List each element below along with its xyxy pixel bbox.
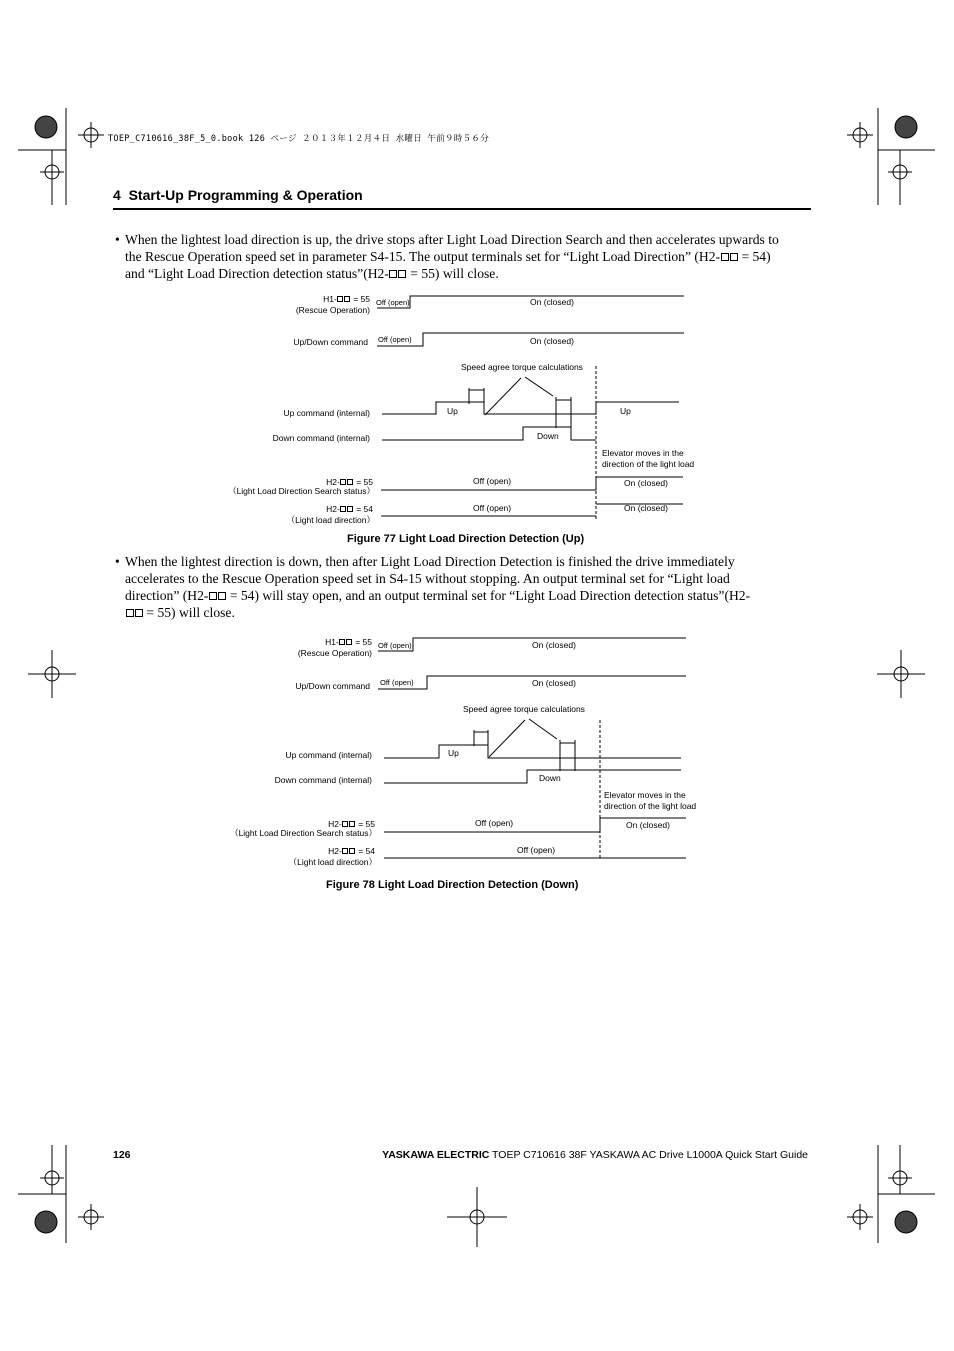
elevator-note-line1-2: Elevator moves in the [604, 790, 686, 800]
page-number: 126 [113, 1149, 131, 1161]
h2-55-label-2: H2- = 55 [328, 819, 375, 829]
h1-off-label: Off (open) [376, 298, 410, 307]
elevator-note-line2: direction of the light load [602, 459, 695, 469]
up-pulse-label-2: Up [448, 748, 459, 758]
h2-55-off-label-2: Off (open) [475, 818, 514, 828]
section-title: Start-Up Programming & Operation [128, 187, 363, 203]
footer-brand: YASKAWA ELECTRIC [382, 1149, 490, 1161]
section-number: 4 [113, 187, 121, 203]
footer-doc-title [382, 1149, 808, 1161]
h2-54-off-label: Off (open) [473, 503, 512, 513]
up-final-label: Up [620, 406, 631, 416]
elevator-note-line1: Elevator moves in the [602, 448, 684, 458]
search-status-label: （Light Load Direction Search status） [228, 486, 375, 496]
up-pulse-label: Up [447, 406, 458, 416]
elevator-note-line2-2: direction of the light load [604, 801, 697, 811]
bullet2-line2: accelerates to the Rescue Operation speed set in S4-15 without stopping. An output terminal set for “Light load [125, 571, 730, 586]
search-status-label-2: （Light Load Direction Search status） [230, 828, 377, 838]
updown-off-label-2: Off (open) [380, 678, 414, 687]
h2-54-off-label-2: Off (open) [517, 845, 556, 855]
h2-54-label-2: H2- = 54 [328, 846, 375, 856]
bullet-dot: • [115, 554, 120, 569]
h2-55-on-label-2: On (closed) [626, 820, 670, 830]
h2-55-on-label: On (closed) [624, 478, 668, 488]
rescue-operation-label: (Rescue Operation) [295, 305, 370, 315]
figure-77-caption: Figure 77 Light Load Direction Detection (Up) [347, 533, 585, 545]
updown-off-label: Off (open) [378, 335, 412, 344]
h1-55-label: H1- = 55 [323, 294, 370, 304]
down-internal-label-2: Down command (internal) [274, 775, 372, 785]
light-direction-label: （Light load direction） [286, 515, 375, 525]
h2-55-off-label: Off (open) [473, 476, 512, 486]
bullet2-line3: direction” (H2- = 54) will stay open, and an output terminal set for “Light Load Direction detection status”(H2- [125, 588, 751, 603]
h1-on-label-2: On (closed) [532, 640, 576, 650]
h1-off-label-2: Off (open) [378, 641, 412, 650]
down-internal-label: Down command (internal) [272, 433, 370, 443]
speed-agree-label-2: Speed agree torque calculations [463, 704, 585, 714]
footer-doc: TOEP C710616 38F YASKAWA AC Drive L1000A Quick Start Guide [489, 1149, 808, 1161]
updown-on-label: On (closed) [530, 336, 574, 346]
h2-54-on-label: On (closed) [624, 503, 668, 513]
bullet1-line2: the Rescue Operation speed set in parameter S4-15. The output terminals set for “Light Load Direction” (H2- = 54) [125, 249, 771, 264]
bullet1-line3: and “Light Load Direction detection status”(H2- = 55) will close. [125, 266, 499, 281]
updown-on-label-2: On (closed) [532, 678, 576, 688]
speed-agree-label: Speed agree torque calculations [461, 362, 583, 372]
up-internal-label-2: Up command (internal) [285, 750, 372, 760]
print-header: TOEP_C710616_38F_5_0.book 126 ページ ２０１３年１２月４日 水曜日 午前９時５６分 [108, 134, 490, 144]
light-direction-label-2: （Light load direction） [288, 857, 377, 867]
bullet2-line1: When the lightest direction is down, then after Light Load Direction Detection is finished the drive immediately [125, 554, 735, 569]
figure-78-caption: Figure 78 Light Load Direction Detection (Down) [326, 879, 579, 891]
bullet-dot: • [115, 232, 120, 247]
bullet1-line1: When the lightest load direction is up, the drive stops after Light Load Direction Search and then accelerates upwards to [125, 232, 779, 247]
h2-54-label: H2- = 54 [326, 504, 373, 514]
h1-55-label-2: H1- = 55 [325, 637, 372, 647]
h1-on-label: On (closed) [530, 297, 574, 307]
updown-command-label-2: Up/Down command [295, 681, 370, 691]
rescue-operation-label-2: (Rescue Operation) [297, 648, 372, 658]
up-internal-label: Up command (internal) [283, 408, 370, 418]
h2-55-label: H2- = 55 [326, 477, 373, 487]
down-pulse-label: Down [537, 431, 559, 441]
updown-command-label: Up/Down command [293, 337, 368, 347]
bullet2-line4: = 55) will close. [125, 604, 813, 621]
down-pulse-label-2: Down [539, 773, 561, 783]
